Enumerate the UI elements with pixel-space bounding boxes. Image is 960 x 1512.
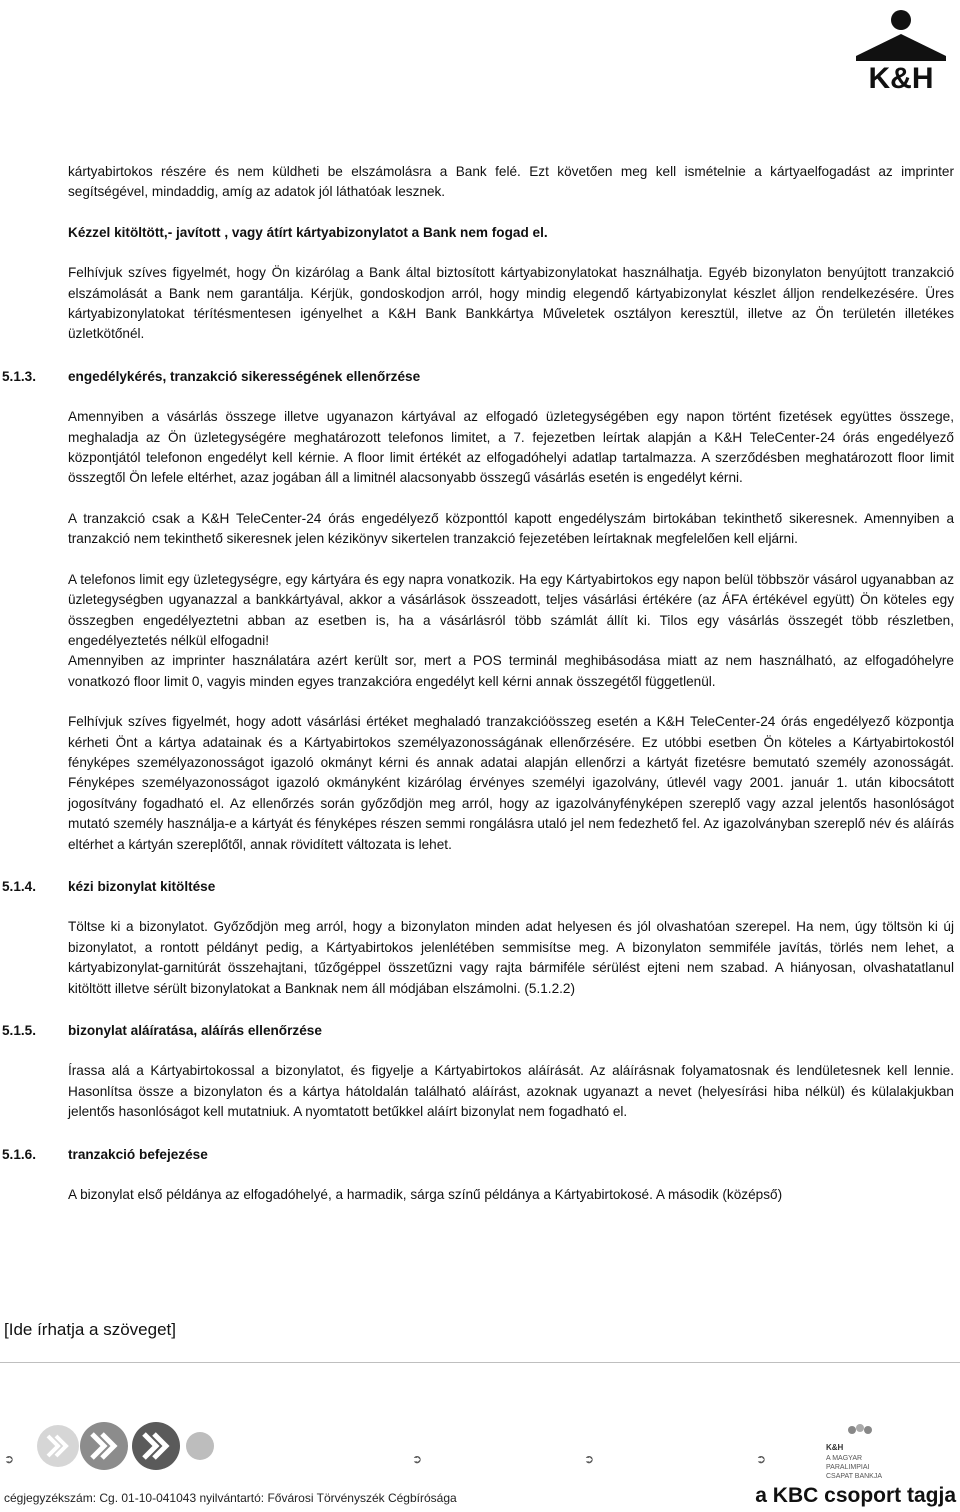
svg-text:PARALIMPIAI: PARALIMPIAI bbox=[826, 1464, 870, 1471]
footer-divider bbox=[0, 1362, 960, 1363]
section-title: engedélykérés, tranzakció sikerességének ellenőrzése bbox=[68, 368, 421, 384]
company-registration: cégjegyzékszám: Cg. 01-10-041043 nyilvántartó: Fővárosi Törvényszék Cégbírósága bbox=[4, 1491, 457, 1505]
placeholder-text[interactable]: [Ide írhatja a szöveget] bbox=[4, 1320, 176, 1339]
section-paragraph: Töltse ki a bizonylatot. Győződjön meg arról, hogy a bizonylaton minden adat helyesen és jól olvashatóan szerepel. Ha nem, úgy töltsön ki új bizonylatot, a rontott példányt pedig, a Kártyabirtokos jelenlétében semmisítse meg. A bizonylaton semmiféle javítás, törlés nem lehet, a kártyabizonylat-garnitúrát összehajtani, tűzőgéppel összetűzni vagy rajta bármiféle sérülést ejteni nem szabad. A hiányosan, olvashatatlanul kitöltött illetve sérült bizonylatokat a Banknak nem áll módjában elszámolni. (5.1.2.2) bbox=[68, 919, 954, 996]
circle-arrow-icon: ➲ bbox=[584, 1452, 595, 1466]
arrow-pattern-icon bbox=[36, 1416, 216, 1476]
section-number: 5.1.6. bbox=[2, 1146, 37, 1162]
section-paragraph: A bizonylat első példánya az elfogadóhelyé, a harmadik, sárga színű példánya a Kártyabirtokosé. A második (középső) bbox=[68, 1187, 783, 1203]
section-paragraph: Írassa alá a Kártyabirtokossal a bizonylatot, és figyelje a Kártyabirtokos aláírását. Az aláírásnak folyamatosnak és lendületesnek kell lennie. Hasonlítsa össze a bizonylaton és a kártya hátoldalán található aláírást, azoknak ugyanazt a nevet (helyesírási hiba nélkül) és külalakjukban jelentős hasonlóságot kell mutatniuk. A nyomtatott betűkkel aláírt bizonylat nem fogadható el. bbox=[68, 1063, 954, 1120]
section-5-1-4 bbox=[2, 877, 954, 999]
kh-logo bbox=[846, 8, 956, 92]
decorative-arrows bbox=[36, 1416, 216, 1481]
circle-arrow-icon: ➲ bbox=[4, 1452, 15, 1466]
section-paragraph: Amennyiben az imprinter használatára azért került sor, mert a POS terminál meghibásodása miatt az nem használható, az elfogadóhelyre vonatkozó floor limit 0, vagyis minden egyes tranzakcióra engedélyt kell kérni annak összegétől függetlenül. bbox=[68, 653, 954, 689]
section-title: kézi bizonylat kitöltése bbox=[68, 878, 216, 894]
svg-text:K&H: K&H bbox=[868, 62, 934, 92]
kbc-group-tagline: a KBC csoport tagja bbox=[755, 1484, 956, 1507]
section-5-1-3 bbox=[2, 367, 954, 855]
section-5-1-5 bbox=[2, 1021, 954, 1123]
section-paragraph: Amennyiben a vásárlás összege illetve ugyanazon kártyával az elfogadó üzletegységében egy napon történt fizetések együttes összege, meghaladja az Ön üzletegységére meghatározott telefonos limitet, a 7. fejezetben leírtak alapján a K&H TeleCenter-24 órás engedélyező központjától telefonon engedélyt kell kérnie. A floor limit értékét az elfogadóhelyi adatlap tartalmazza. A szerződésben meghatározott floor limit összegtől Ön lefele eltérhet, azaz jogában áll a limitnél alacsonyabb összegű vásárlás esetén is engedélyt kérni. bbox=[68, 409, 954, 486]
circle-arrow-icon: ➲ bbox=[412, 1452, 423, 1466]
intro-notice: Kézzel kitöltött,- javított , vagy átírt kártyabizonylatot a Bank nem fogad el. bbox=[68, 224, 548, 240]
section-number: 5.1.5. bbox=[2, 1023, 37, 1038]
section-number: 5.1.3. bbox=[2, 368, 37, 384]
paralympic-badge bbox=[820, 1420, 930, 1484]
section-paragraph: Felhívjuk szíves figyelmét, hogy adott vásárlási értéket meghaladó tranzakcióösszeg esetén a K&H TeleCenter-24 órás engedélyező központja kérheti Önt a kártya adatainak és a Kártyabirtokos személyazonosságának ellenőrzésére. Ez utóbbi esetben Ön köteles a Kártyabirtokostól fényképes személyazonosságot igazoló okmányt kérni és annak adatai alapján ellenőrzi a kártyát fizetésre bemutató személy azonosságát. Fényképes személyazonosságot igazoló okmányként kizárólag érvényes személyi igazolvány, útlevél vagy 2001. január 1. után kibocsátott jogosítvány fogadható el. Az ellenőrzés során győződjön meg arról, hogy az igazolványfényképen szereplő vagy azzal jelentős hasonlóságot mutató személy használja-e a kártyát és fényképes részen semmi rongálásra utaló jel nem fedezhető fel. Az igazolványban szereplő név és aláírás eltérhet a kártyán szereplőtől, annak rövidített változata is lehet. bbox=[68, 714, 954, 852]
kh-logo-mark bbox=[846, 8, 956, 92]
intro-paragraph: Felhívjuk szíves figyelmét, hogy Ön kizárólag a Bank által biztosított kártyabizonylatokat használhatja. Egyéb bizonylaton benyújtott tranzakció elszámolását a Bank nem garantálja. Kérjük, gondoskodjon arról, hogy mindig elegendő kártyabizonylat készlet álljon rendelkezésére. Üres kártyabizonylatokat térítésmentesen igényelhet a K&H Bank Bankkártya Műveletek osztályon keresztül, illetve az Ön területén illetékes üzletkötőnél. bbox=[68, 265, 954, 342]
svg-text:CSAPAT BANKJA: CSAPAT BANKJA bbox=[826, 1473, 883, 1480]
intro-paragraph: kártyabirtokos részére és nem küldheti be elszámolásra a Bank felé. Ezt követően meg kell ismételnie a kártyaelfogadást az imprinter segítségével, mindaddig, amíg az adatok jól láthatóak lesznek. bbox=[68, 164, 954, 200]
section-title: bizonylat aláíratása, aláírás ellenőrzése bbox=[68, 1023, 322, 1038]
svg-text:K&H: K&H bbox=[826, 1443, 844, 1452]
svg-text:A MAGYAR: A MAGYAR bbox=[826, 1455, 863, 1462]
paralympic-logo-icon bbox=[820, 1420, 930, 1484]
section-number: 5.1.4. bbox=[2, 878, 37, 894]
section-paragraph: A telefonos limit egy üzletegységre, egy kártyára és egy napra vonatkozik. Ha egy Kártyabirtokos egy napon belül többször vásárol ugyanabban az üzletegységben ugyanazzal a bankkártyával, akkor a vásárlások összeadott, teljes vásárlási értékére (az ÁFA értékével együtt) Ön köteles egy összegben engedélyeztetni abban az esetben is, ha a vásárlásról több számlát állít ki. Tilos egy vásárlás összegét több részletben, engedélyeztetés nélkül elfogadni! bbox=[68, 571, 954, 648]
section-paragraph: A tranzakció csak a K&H TeleCenter-24 órás engedélyező központtól kapott engedélyszám birtokában tekinthető sikeresnek. Amennyiben a tranzakció nem tekinthető sikeresnek jelen kézikönyv sikertelen tranzakció fejezetében leírtaknak megfelelően kell eljárni. bbox=[68, 510, 954, 547]
circle-arrow-icon: ➲ bbox=[756, 1452, 767, 1466]
section-5-1-6 bbox=[2, 1145, 954, 1206]
section-title: tranzakció befejezése bbox=[68, 1146, 208, 1162]
document-body bbox=[2, 162, 954, 1205]
